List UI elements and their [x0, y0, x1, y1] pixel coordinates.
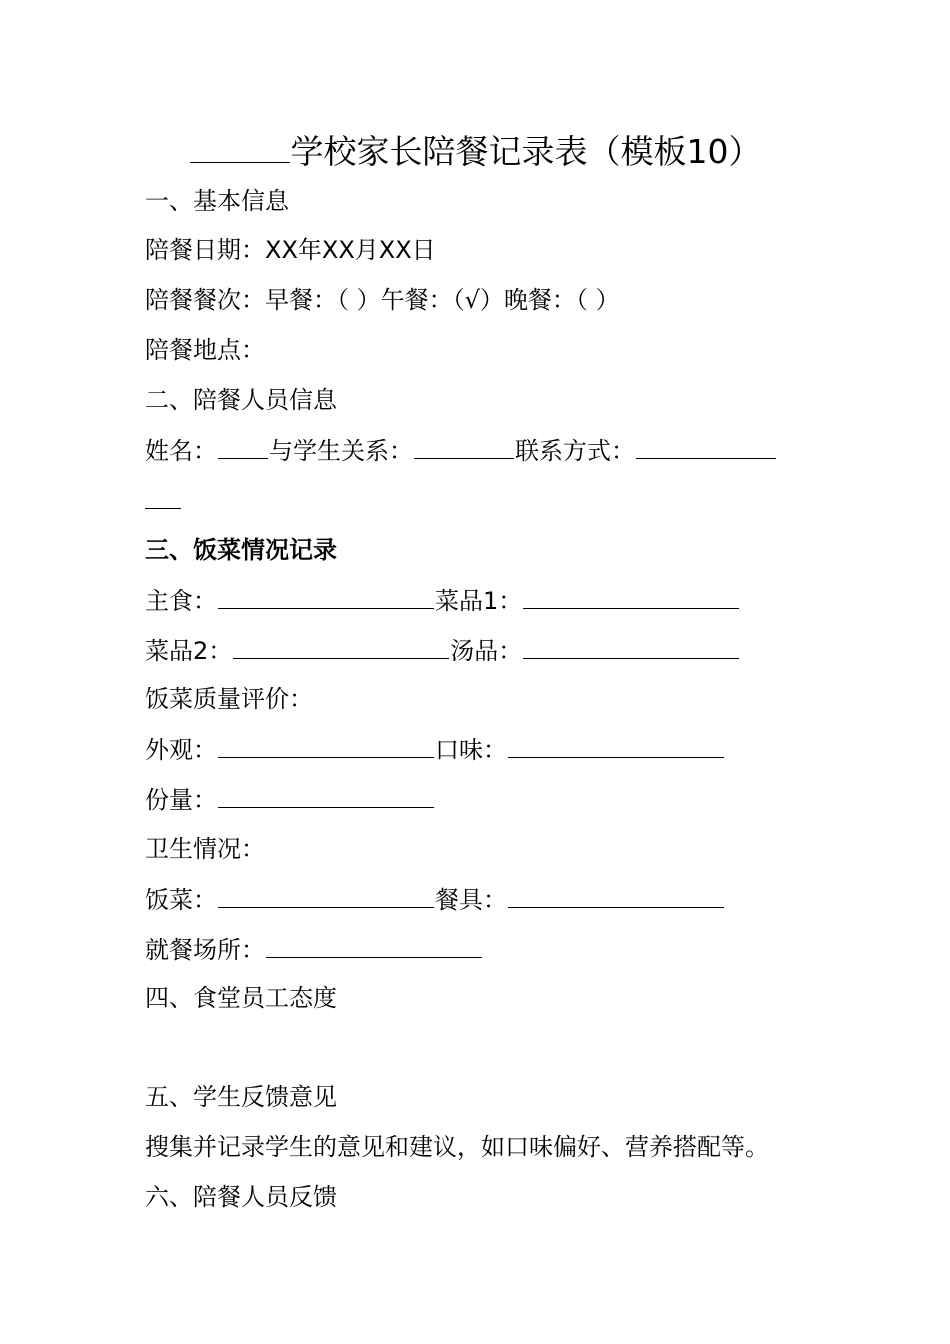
food-utensils-row	[145, 883, 725, 916]
meal-time-label: 陪餐餐次：	[145, 286, 265, 314]
staple-dish1-row	[145, 584, 740, 617]
dish1-blank[interactable]	[523, 584, 739, 609]
dinner-option[interactable]: 晚餐：（ ）	[503, 286, 620, 314]
breakfast-option[interactable]: 早餐：（ ）	[265, 286, 381, 314]
section-5-text: 搜集并记录学生的意见和建议，如口味偏好、营养搭配等。	[145, 1133, 769, 1161]
meal-location-label: 陪餐地点：	[145, 336, 265, 364]
soup-blank[interactable]	[523, 634, 739, 659]
dish1-label: 菜品1：	[435, 587, 523, 615]
appearance-blank[interactable]	[218, 733, 434, 758]
document-title	[0, 130, 950, 174]
portion-label: 份量：	[145, 786, 217, 814]
participant-info-row	[145, 434, 777, 467]
section-5-heading: 五、学生反馈意见	[145, 1083, 337, 1111]
hygiene-label: 卫生情况：	[145, 835, 265, 863]
contact-blank[interactable]	[636, 434, 776, 459]
section-1-heading: 一、基本信息	[145, 187, 289, 215]
dish2-blank[interactable]	[233, 634, 449, 659]
taste-label: 口味：	[435, 736, 507, 764]
appearance-taste-row	[145, 733, 725, 766]
name-label: 姓名：	[145, 437, 217, 465]
name-blank[interactable]	[218, 434, 268, 459]
utensils-label: 餐具：	[435, 886, 507, 914]
section-6-heading: 六、陪餐人员反馈	[145, 1183, 337, 1211]
staple-blank[interactable]	[218, 584, 434, 609]
meal-date-row	[145, 234, 436, 266]
contact-label: 联系方式：	[515, 437, 635, 465]
section-4-heading: 四、食堂员工态度	[145, 984, 337, 1012]
taste-blank[interactable]	[508, 733, 724, 758]
portion-row	[145, 783, 435, 816]
food-label: 饭菜：	[145, 886, 217, 914]
food-blank[interactable]	[218, 883, 434, 908]
venue-row	[145, 933, 483, 966]
portion-blank[interactable]	[218, 783, 434, 808]
relation-blank[interactable]	[414, 434, 514, 459]
school-name-blank[interactable]	[190, 132, 290, 163]
soup-label: 汤品：	[450, 637, 523, 665]
relation-label: 与学生关系：	[269, 437, 413, 465]
lunch-option[interactable]: 午餐：（√）	[380, 286, 504, 314]
section-3-heading: 三、饭菜情况记录	[145, 536, 337, 564]
staple-label: 主食：	[145, 587, 217, 615]
venue-blank[interactable]	[266, 933, 482, 958]
section-2-heading: 二、陪餐人员信息	[145, 386, 337, 414]
contact-blank-continued-row	[145, 484, 182, 517]
utensils-blank[interactable]	[508, 883, 724, 908]
dish2-soup-row	[145, 634, 740, 667]
meal-date-label: 陪餐日期：	[145, 236, 265, 264]
venue-label: 就餐场所：	[145, 936, 265, 964]
meal-time-row	[145, 284, 620, 316]
quality-label: 饭菜质量评价：	[145, 685, 313, 713]
contact-blank-continued[interactable]	[145, 484, 181, 509]
appearance-label: 外观：	[145, 736, 217, 764]
meal-date-value: XX年XX月XX日	[265, 236, 436, 264]
title-text: 学校家长陪餐记录表（模板10）	[290, 132, 762, 171]
dish2-label: 菜品2：	[145, 637, 233, 665]
